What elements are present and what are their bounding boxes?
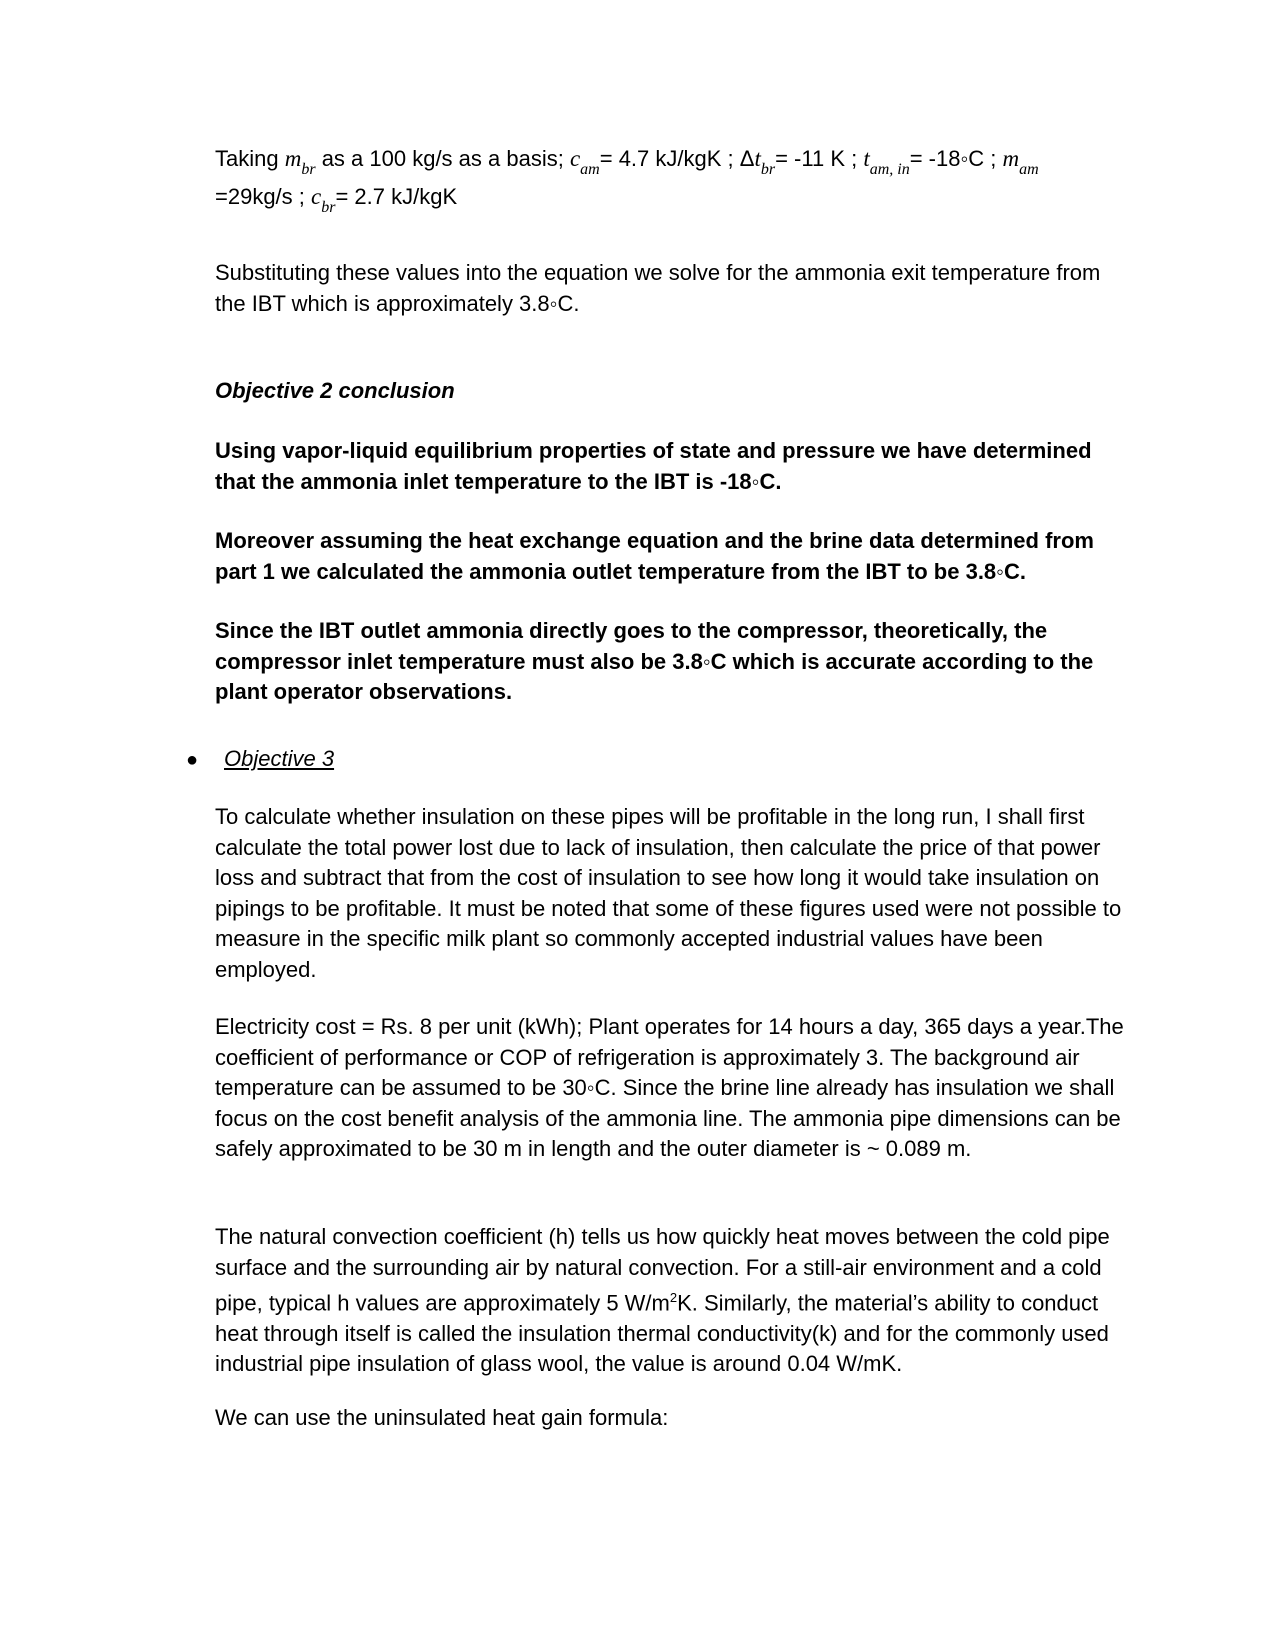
var-c: c	[569, 146, 581, 171]
var-m-am: m	[1002, 146, 1020, 171]
var-m: m	[284, 146, 302, 171]
objective-3-paragraph-4: We can use the uninsulated heat gain formula:	[215, 1405, 669, 1430]
given-values-line-2: =29kg/s ; $c_{br}= 2.7$ kJ/kgK	[215, 184, 458, 216]
given-values-line-1: Taking $m_{br}$ as a 100 kg/s as a basis; $c_{am}= 4.7$ kJ/kgK ; $\Delta t_{br}= -11$ K ; $t_{am, in}=$ -18◦C ; $m_{am}$	[215, 146, 1039, 178]
objective-3-paragraph-2: Electricity cost = Rs. 8 per unit (kWh); Plant operates for 14 hours a day, 365 days a year.The coefficient of performance or COP of refrigeration is approximately 3. The background air temperature can be assumed to be 30◦C. Since the brine line already has insulation we shall focus on the cost benefit analysis of the ammonia line. The ammonia pipe dimensions can be safely approximated to be 30 m in length and the outer diameter is ~ 0.089 m.	[215, 1014, 1124, 1161]
conclusion-paragraph-3: Since the IBT outlet ammonia directly goes to the compressor, theoretically, the compressor inlet temperature must also be 3.8◦C which is accurate according to the plant operator observations.	[215, 618, 1094, 704]
objective-3-heading: Objective 3	[224, 746, 335, 771]
var-c-br: c	[311, 184, 322, 209]
conclusion-paragraph-2: Moreover assuming the heat exchange equation and the brine data determined from part 1 we calculated the ammonia outlet temperature from the IBT to be 3.8◦C.	[215, 528, 1094, 584]
var-t: t	[754, 146, 761, 171]
objective-3-paragraph-3: The natural convection coefficient (h) tells us how quickly heat moves between the cold pipe surface and the surrounding air by natural convection. For a still-air environment and a cold pipe, typical h values are approximately 5 $W/m^2K$. Similarly, the material’s ability to conduct heat through itself is called the insulation thermal conductivity(k) and for the commonly used industrial pipe insulation of glass wool, the value is around 0.04 W/mK.	[215, 1224, 1110, 1377]
substituting-paragraph: Substituting these values into the equation we solve for the ammonia exit temperature from the IBT which is approximately 3.8◦C.	[215, 260, 1101, 316]
objective-3-paragraph-1: To calculate whether insulation on these pipes will be profitable in the long run, I shall first calculate the total power lost due to lack of insulation, then calculate the price of that power loss and subtract that from the cost of insulation to see how long it would take insulation on pipings to be profitable. It must be noted that some of these figures used were not possible to measure in the specific milk plant so commonly accepted industrial values have been employed.	[215, 804, 1122, 982]
conclusion-paragraph-1: Using vapor-liquid equilibrium properties of state and pressure we have determined that the ammonia inlet temperature to the IBT is -18◦C.	[215, 438, 1092, 494]
bullet-icon: ●	[186, 749, 199, 771]
objective-2-heading: Objective 2 conclusion	[215, 378, 455, 403]
var-t-am: t	[863, 146, 870, 171]
